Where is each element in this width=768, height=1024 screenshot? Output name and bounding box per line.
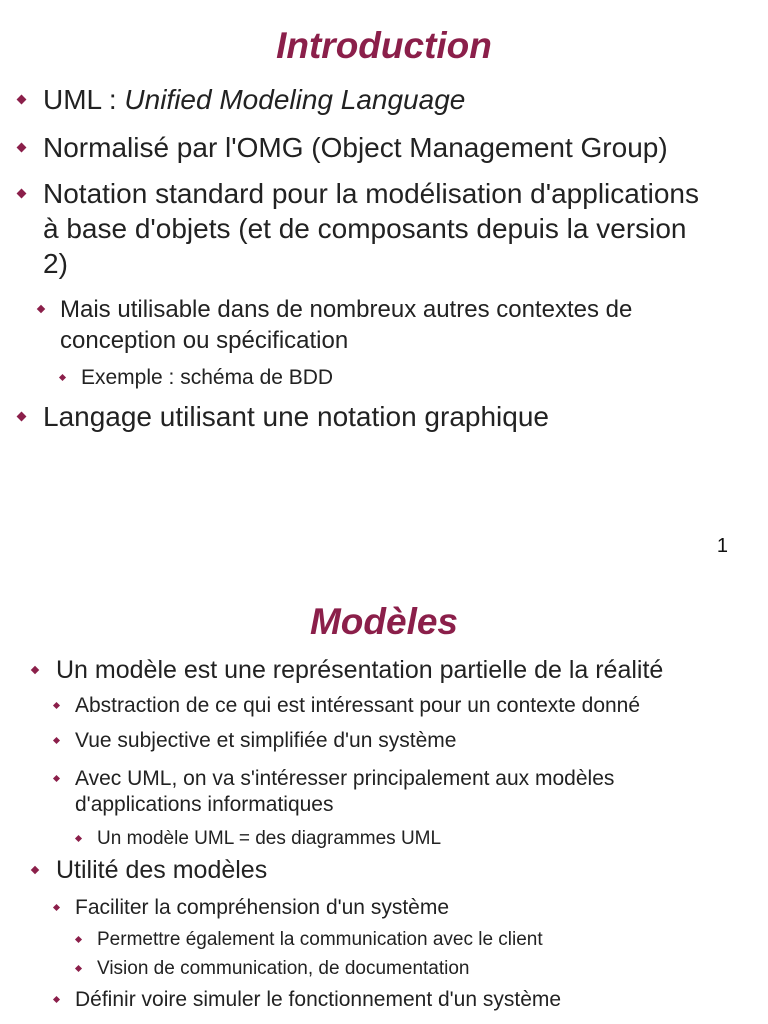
diamond-bullet-icon [75, 936, 82, 943]
bullet-text: Faciliter la compréhension d'un système [75, 896, 450, 919]
bullet-text: Avec UML, on va s'intéresser principalement aux modèles d'applications informatiques [75, 767, 615, 816]
list-item [54, 693, 744, 719]
bullet-text: Vue subjective et simplifiée d'un système [75, 729, 457, 752]
diamond-bullet-icon [53, 737, 60, 744]
diamond-bullet-icon [53, 702, 60, 709]
bullet-text: Exemple : schéma de BDD [81, 366, 334, 389]
list-item [32, 855, 752, 885]
diamond-bullet-icon [31, 666, 39, 674]
bullet-text: Abstraction de ce qui est intéressant pour un contexte donné [75, 694, 641, 717]
slide-title: Modèles [309, 601, 459, 642]
diamond-bullet-icon [53, 775, 60, 782]
bullet-text: Notation standard pour la modélisation d'applications à base d'objets (et de composants depuis la version 2) [43, 178, 699, 279]
diamond-bullet-icon [53, 996, 60, 1003]
diamond-bullet-icon [31, 866, 39, 874]
slide-title: Introduction [276, 25, 492, 66]
bullet-text: Vision de communication, de documentation [97, 958, 470, 979]
list-item [54, 895, 744, 921]
bullet-text: Mais utilisable dans de nombreux autres contextes de conception ou spécification [60, 296, 633, 354]
list-item [54, 766, 704, 818]
list-item [76, 928, 736, 952]
list-item [76, 827, 736, 851]
page-number: 1 [716, 535, 728, 557]
diamond-bullet-icon [53, 904, 60, 911]
bullet-text: Un modèle UML = des diagrammes UML [97, 828, 442, 849]
list-item [54, 728, 744, 754]
list-item [54, 987, 744, 1013]
bullet-text: UML : Unified Modeling Language [43, 84, 466, 115]
bullet-text: Un modèle est une représentation partielle de la réalité [56, 656, 664, 684]
diamond-bullet-icon [75, 835, 82, 842]
bullet-text: Permettre également la communication avec le client [97, 929, 543, 950]
bullet-text: Langage utilisant une notation graphique [43, 401, 549, 432]
list-item [76, 957, 736, 981]
bullet-text: Utilité des modèles [56, 856, 268, 884]
bullet-text: Définir voire simuler le fonctionnement d'un système [75, 988, 562, 1011]
bullet-text: Normalisé par l'OMG (Object Management Group) [43, 132, 668, 163]
diamond-bullet-icon [75, 965, 82, 972]
list-item [32, 655, 752, 685]
